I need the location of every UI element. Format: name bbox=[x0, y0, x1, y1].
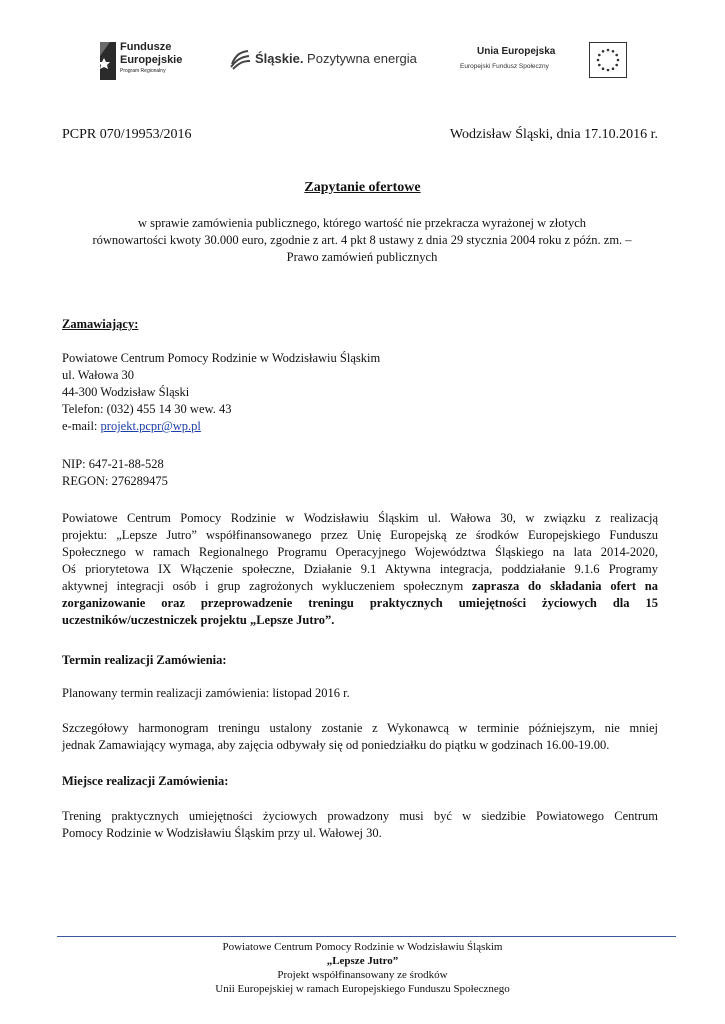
eu-flag-icon bbox=[589, 42, 627, 78]
slaskie-strong: Śląskie. bbox=[255, 51, 304, 66]
document-subtitle bbox=[62, 215, 662, 266]
footer-line: Unii Europejskiej w ramach Europejskiego Funduszu Społecznego bbox=[215, 983, 510, 995]
footer-divider bbox=[57, 936, 676, 937]
intro-line-bold: zaprasza do składania ofert na bbox=[472, 579, 659, 593]
unia-europejska-logo bbox=[455, 40, 630, 80]
footer-line: Projekt współfinansowany ze środków bbox=[277, 969, 448, 981]
intro-line: Powiatowe Centrum Pomocy Rodzinie w Wodzisławiu Śląskim ul. Wałowa 30, w związku z realizacją bbox=[62, 511, 658, 525]
email-label: e-mail: bbox=[62, 419, 101, 433]
orderer-heading: Zamawiający: bbox=[62, 317, 139, 331]
place-line: Pomocy Rodzinie w Wodzisławiu Śląskim przy ul. Wałowej 30. bbox=[62, 826, 382, 840]
schedule-line: Szczegółowy harmonogram treningu ustalony zostanie z Wykonawcą w terminie późniejszym, nie mniej bbox=[62, 721, 658, 735]
footer-line: Powiatowe Centrum Pomocy Rodzinie w Wodzisławiu Śląskim bbox=[222, 941, 503, 953]
fe-line2: Europejskie bbox=[120, 54, 183, 66]
intro-line bbox=[62, 578, 658, 595]
orderer-name: Powiatowe Centrum Pomocy Rodzinie w Wodzisławiu Śląskim bbox=[62, 351, 381, 365]
intro-line: uczestników/uczestniczek projektu „Lepsze Jutro”. bbox=[62, 613, 335, 627]
term-schedule bbox=[62, 720, 658, 754]
intro-line: projektu: „Lepsze Jutro” współfinansowanego przez Unię Europejską ze środków Europejskiego Funduszu bbox=[62, 528, 658, 542]
slaskie-rest: Pozytywna energia bbox=[303, 51, 417, 66]
orderer-nip: NIP: 647-21-88-528 bbox=[62, 457, 164, 471]
place-paragraph bbox=[62, 808, 658, 842]
intro-line: Społecznego w ramach Regionalnego Programu Operacyjnego Województwa Śląskiego na lata 2014-2020, bbox=[62, 545, 658, 559]
document-title: Zapytanie ofertowe bbox=[304, 180, 421, 195]
schedule-line: jednak Zamawiający wymaga, aby zajęcia odbywały się od poniedziałku do piątku w godzinach 16.00-19.00. bbox=[62, 738, 610, 752]
orderer-city: 44-300 Wodzisław Śląski bbox=[62, 385, 190, 399]
orderer-ids bbox=[62, 456, 658, 490]
intro-line: zorganizowanie oraz przeprowadzenie treningu praktycznych umiejętności życiowych dla 15 bbox=[62, 596, 658, 610]
eu-line1: Unia Europejska bbox=[477, 46, 556, 57]
logo-bar bbox=[0, 34, 725, 90]
page-footer bbox=[0, 940, 725, 996]
intro-line-plain: aktywnej integracji osób i grup zagrożonych wykluczeniem społecznym bbox=[62, 579, 473, 593]
slaskie-logo bbox=[229, 48, 434, 72]
place-line: Trening praktycznych umiejętności życiowych prowadzony musi być w siedzibie Powiatowego Centrum bbox=[62, 809, 658, 823]
place-and-date: Wodzisław Śląski, dnia 17.10.2016 r. bbox=[449, 127, 658, 142]
place-heading: Miejsce realizacji Zamówienia: bbox=[62, 774, 229, 788]
fe-flag-icon bbox=[96, 40, 118, 84]
subtitle-line: w sprawie zamówienia publicznego, którego wartość nie przekracza wyrażonej w złotych bbox=[137, 216, 587, 230]
orderer-phone: Telefon: (032) 455 14 30 wew. 43 bbox=[62, 402, 232, 416]
term-heading: Termin realizacji Zamówienia: bbox=[62, 653, 227, 667]
subtitle-line: równowartości kwoty 30.000 euro, zgodnie z art. 4 pkt 8 ustawy z dnia 29 stycznia 2004 roku z późn. zm. – bbox=[92, 233, 632, 247]
orderer-details bbox=[62, 350, 658, 435]
term-planned: Planowany termin realizacji zamówienia: listopad 2016 r. bbox=[62, 686, 350, 700]
intro-paragraph bbox=[62, 510, 658, 629]
eu-line2: Europejski Fundusz Społeczny bbox=[460, 63, 549, 70]
orderer-street: ul. Wałowa 30 bbox=[62, 368, 135, 382]
footer-project-name: „Lepsze Jutro” bbox=[326, 955, 399, 967]
fe-line1: Fundusze bbox=[120, 41, 172, 53]
slaskie-swirl-icon bbox=[229, 48, 251, 70]
fe-line3: Program Regionalny bbox=[120, 68, 166, 74]
subtitle-line: Prawo zamówień publicznych bbox=[286, 250, 438, 264]
intro-line: Oś priorytetowa IX Włączenie społeczne, Działanie 9.1 Aktywna integracja, poddziałanie 9.1.6 Programy bbox=[62, 562, 658, 576]
orderer-email-row bbox=[62, 418, 658, 435]
email-link[interactable]: projekt.pcpr@wp.pl bbox=[100, 419, 201, 433]
reference-number: PCPR 070/19953/2016 bbox=[62, 127, 192, 142]
orderer-regon: REGON: 276289475 bbox=[62, 474, 168, 488]
fundusze-europejskie-logo bbox=[96, 38, 206, 84]
